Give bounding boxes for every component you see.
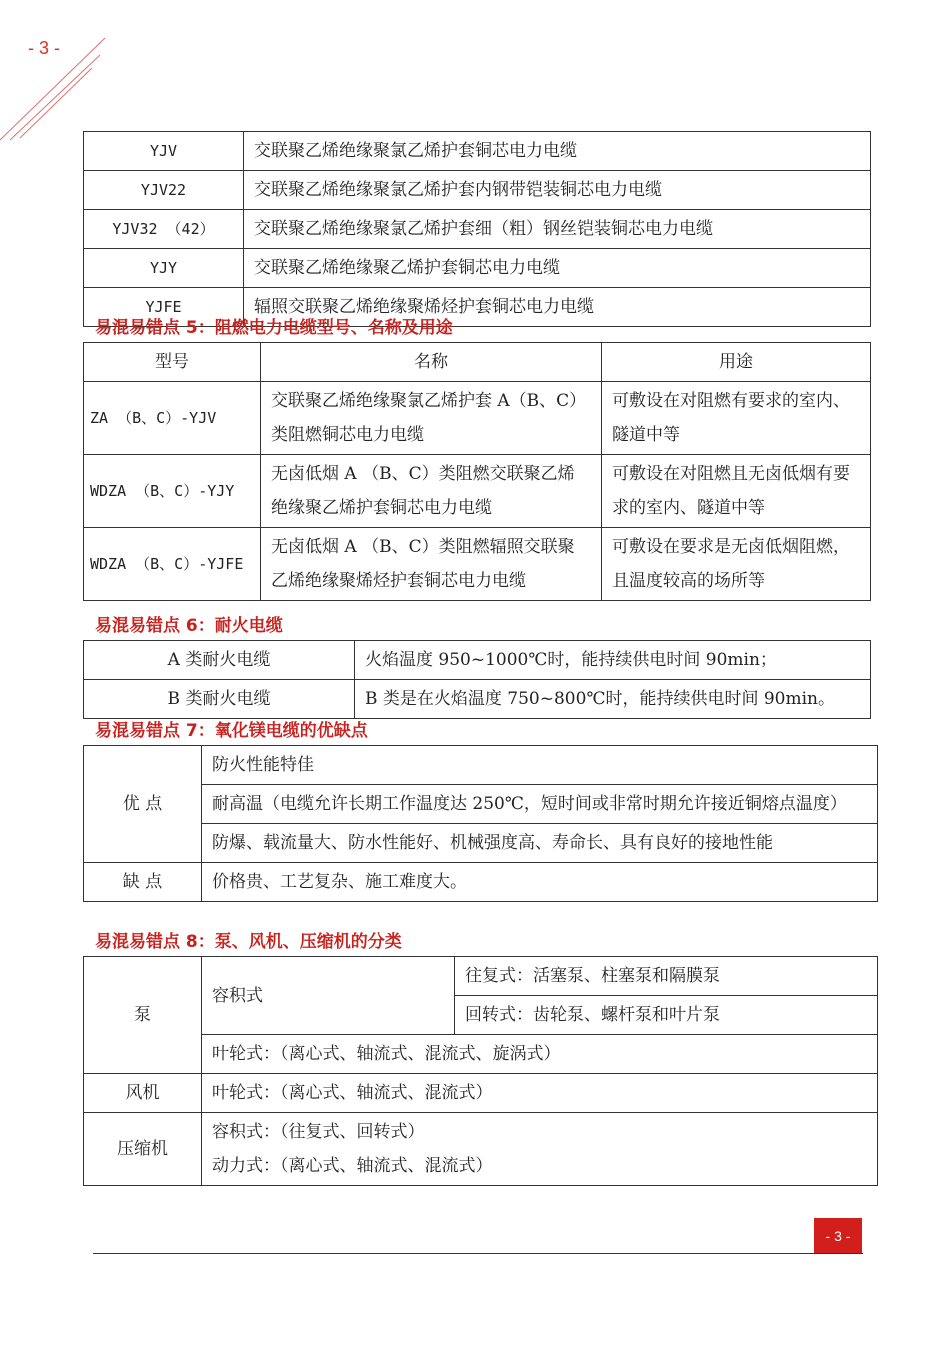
cable-model: YJV32 （42） [84, 210, 244, 249]
cable-name: 交联聚乙烯绝缘聚氯乙烯护套 A（B、C）类阻燃铜芯电力电缆 [261, 382, 602, 455]
section6-title: 易混易错点 6：耐火电缆 [95, 616, 283, 636]
cable-model: YJV22 [84, 171, 244, 210]
compressor-positive: 容积式：（往复式、回转式） [212, 1122, 425, 1142]
con-item: 价格贵、工艺复杂、施工难度大。 [202, 863, 878, 902]
table-row [84, 1113, 878, 1186]
cable-model: YJV [84, 132, 244, 171]
pro-item: 防火性能特佳 [202, 746, 878, 785]
mgo-cable-table [83, 745, 878, 902]
fan-impeller: 叶轮式：（离心式、轴流式、混流式） [202, 1074, 878, 1113]
compressor-types [202, 1113, 878, 1186]
fan-label: 风机 [84, 1074, 202, 1113]
table-row [84, 528, 871, 601]
fire-resistant-table [83, 640, 871, 719]
cable-name: 无卤低烟 A （B、C）类阻燃交联聚乙烯绝缘聚乙烯护套铜芯电力电缆 [261, 455, 602, 528]
flame-retardant-table [83, 342, 871, 601]
cable-description: 交联聚乙烯绝缘聚氯乙烯护套细（粗）钢丝铠装铜芯电力电缆 [244, 210, 871, 249]
pump-impeller: 叶轮式：（离心式、轴流式、混流式、旋涡式） [202, 1035, 878, 1074]
table-row [84, 1074, 878, 1113]
compressor-label: 压缩机 [84, 1113, 202, 1186]
pros-label: 优 点 [84, 746, 202, 863]
header-page-number: - 3 - [28, 38, 61, 58]
cable-use: 可敷设在要求是无卤低烟阻燃，且温度较高的场所等 [602, 528, 871, 601]
table-header-row [84, 343, 871, 382]
corner-line-3 [20, 68, 92, 138]
table-row [84, 249, 871, 288]
footer-page-number: - 3 - [814, 1218, 862, 1254]
fire-class: B 类耐火电缆 [84, 680, 355, 719]
table-row [84, 132, 871, 171]
cons-label: 缺 点 [84, 863, 202, 902]
pump-rotary: 回转式：齿轮泵、螺杆泵和叶片泵 [455, 996, 878, 1035]
table-row [84, 171, 871, 210]
table-row [84, 382, 871, 455]
fire-class-description: B 类是在火焰温度 750~800℃时，能持续供电时间 90min。 [355, 680, 871, 719]
cable-description: 交联聚乙烯绝缘聚氯乙烯护套铜芯电力电缆 [244, 132, 871, 171]
cable-model: YJFE [84, 288, 244, 327]
pump-reciprocating: 往复式：活塞泵、柱塞泵和隔膜泵 [455, 957, 878, 996]
cable-model: ZA （B、C）-YJV [84, 382, 261, 455]
corner-decoration [0, 0, 120, 150]
header-name: 名称 [261, 343, 602, 382]
cable-use: 可敷设在对阻燃有要求的室内、隧道中等 [602, 382, 871, 455]
pro-item: 耐高温（电缆允许长期工作温度达 250℃，短时间或非常时期允许接近铜熔点温度） [202, 785, 878, 824]
header-use: 用途 [602, 343, 871, 382]
section8-title: 易混易错点 8：泵、风机、压缩机的分类 [95, 932, 402, 952]
cable-type-table [83, 131, 871, 327]
table-row [84, 824, 878, 863]
machine-classification-table [83, 956, 878, 1186]
cable-model: YJY [84, 249, 244, 288]
cable-description: 辐照交联聚乙烯绝缘聚烯烃护套铜芯电力电缆 [244, 288, 871, 327]
footer-divider [93, 1253, 863, 1254]
table-row [84, 455, 871, 528]
table-row [84, 210, 871, 249]
pro-item: 防爆、载流量大、防水性能好、机械强度高、寿命长、具有良好的接地性能 [202, 824, 878, 863]
corner-line-2 [10, 55, 100, 140]
table-row [84, 863, 878, 902]
fire-class-description: 火焰温度 950~1000℃时，能持续供电时间 90min； [355, 641, 871, 680]
table-row [84, 746, 878, 785]
table-row [84, 957, 878, 996]
cable-description: 交联聚乙烯绝缘聚氯乙烯护套内钢带铠装铜芯电力电缆 [244, 171, 871, 210]
cable-model: WDZA （B、C）-YJY [84, 455, 261, 528]
table-row [84, 641, 871, 680]
header-model: 型号 [84, 343, 261, 382]
cable-name: 无卤低烟 A （B、C）类阻燃辐照交联聚乙烯绝缘聚烯烃护套铜芯电力电缆 [261, 528, 602, 601]
corner-line-1 [0, 38, 105, 140]
pump-label: 泵 [84, 957, 202, 1074]
table-row [84, 680, 871, 719]
cable-model: WDZA （B、C）-YJFE [84, 528, 261, 601]
section5-title: 易混易错点 5：阻燃电力电缆型号、名称及用途 [95, 318, 453, 338]
cable-use: 可敷设在对阻燃且无卤低烟有要求的室内、隧道中等 [602, 455, 871, 528]
section7-title: 易混易错点 7：氧化镁电缆的优缺点 [95, 721, 368, 741]
compressor-dynamic: 动力式：（离心式、轴流式、混流式） [212, 1156, 493, 1176]
fire-class: A 类耐火电缆 [84, 641, 355, 680]
table-row [84, 785, 878, 824]
pump-positive-label: 容积式 [202, 957, 455, 1035]
cable-description: 交联聚乙烯绝缘聚乙烯护套铜芯电力电缆 [244, 249, 871, 288]
table-row [84, 1035, 878, 1074]
